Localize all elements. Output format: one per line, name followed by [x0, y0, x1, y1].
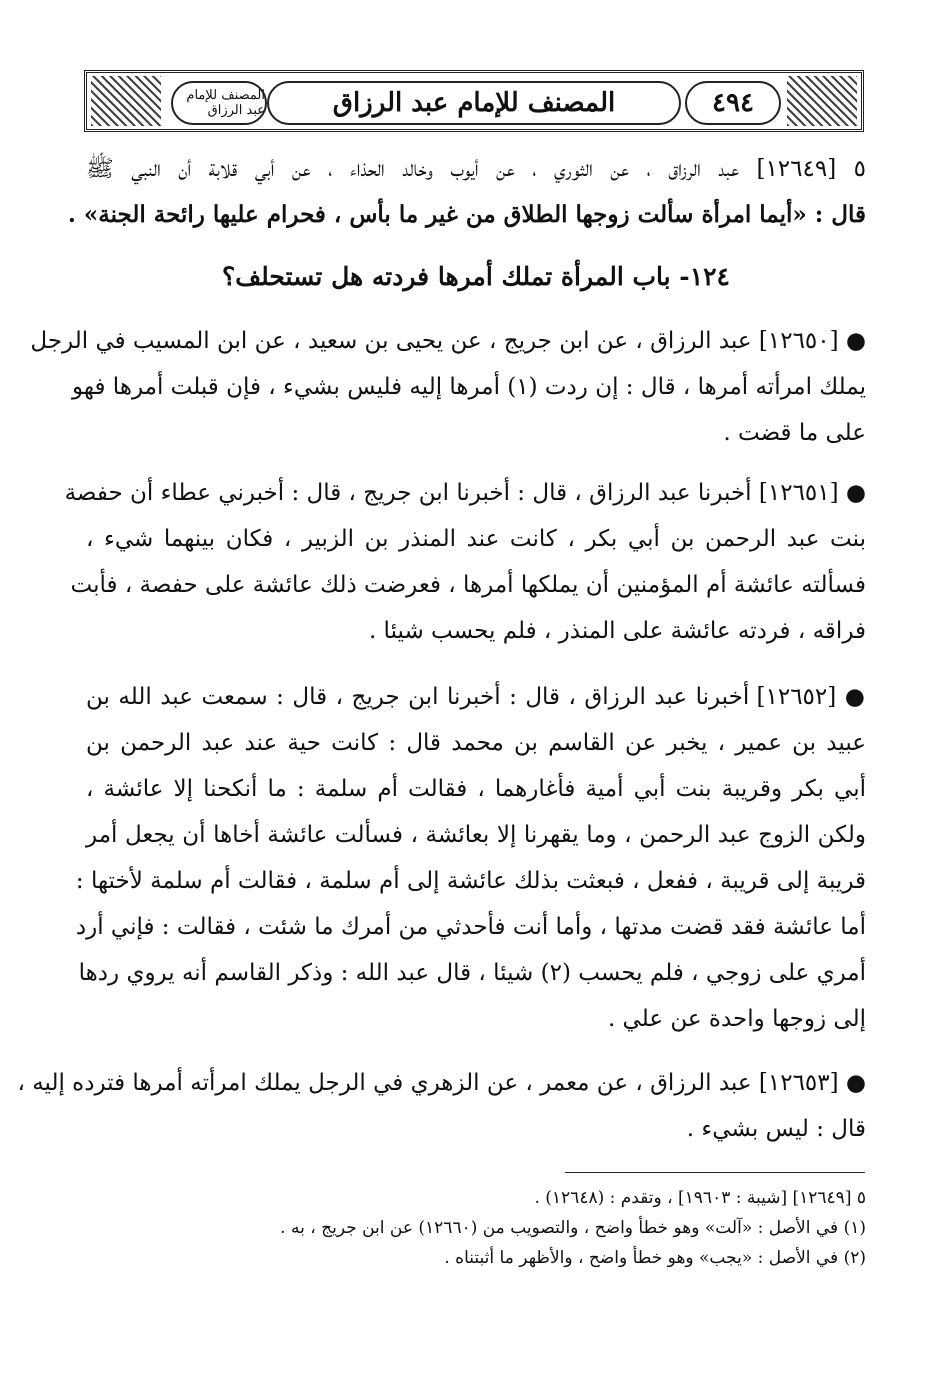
text-line: ولكن الزوج عبد الرحمن ، وما يقهرنا إلا بعائشة ، فسألت عائشة أخاها أن يجعل أمر [86, 822, 866, 848]
text-line: بنت عبد الرحمن بن أبي بكر ، كانت عند المنذر بن الزبير ، فكان بينهما شيء ، [86, 526, 866, 552]
text-line: فسألته عائشة أم المؤمنين أن يملكها أمرها ، فعرضت ذلك عائشة على حفصة ، فأبت [70, 572, 866, 598]
text-line: أما عائشة فقد قضت مدتها ، وأما أنت فأحدثي من أمرك ما شئت ، فقالت : فإني أرد [75, 914, 866, 940]
text-line: أبي بكر وقريبة بنت أبي أمية فأغارهما ، فقالت أم سلمة : ما أنكحنا إلا عائشة ، [86, 776, 866, 802]
hadith-12650 [30, 318, 866, 456]
text-line: ● [١٢٦٥٠] عبد الرزاق ، عن ابن جريج ، عن يحيى بن سعيد ، عن ابن المسيب في الرجل [30, 328, 866, 354]
page-number: ٤٩٤ [685, 81, 781, 125]
text-line: قريبة إلى قريبة ، ففعل ، فبعثت بذلك عائشة إلى أم سلمة ، فقالت أم سلمة لأختها : [75, 868, 866, 894]
text-line: إلى زوجها واحدة عن علي . [607, 1006, 866, 1032]
text-line: قال : «أيما امرأة سألت زوجها الطلاق من غير ما بأس ، فحرام عليها رائحة الجنة» . [67, 201, 866, 228]
text-line: ● [١٢٦٥٣] عبد الرزاق ، عن معمر ، عن الزهري في الرجل يملك امرأته أمرها فترده إليه ، [17, 1070, 866, 1096]
text-line: قال : ليس بشيء . [686, 1116, 866, 1142]
text-line: فراقه ، فردته عائشة على المنذر ، فلم يحسب شيئا . [368, 618, 866, 644]
text-line: ٥ [١٢٦٤٩] عبد الرزاق ، عن الثوري ، عن أيوب وخالد الحذاء ، عن أبي قلابة أن النبي ﷺ [86, 156, 866, 182]
text-line: ● [١٢٦٥٢] أخبرنا عبد الرزاق ، قال : أخبرنا ابن جريج ، قال : سمعت عبد الله بن [86, 684, 866, 710]
text-line: ● [١٢٦٥١] أخبرنا عبد الرزاق ، قال : أخبرنا ابن جريج ، قال : أخبرني عطاء أن حفصة [64, 480, 866, 506]
ornament-right [787, 76, 857, 126]
footnote-1: (١) في الأصل : «آلت» وهو خطأ واضح ، والتصويب من (١٢٦٦٠) عن ابن جريج ، به . [280, 1218, 866, 1238]
text-line: عبيد بن عمير ، يخبر عن القاسم بن محمد قال : كانت حية عند عبد الرحمن بن [86, 730, 866, 756]
running-title: المصنف للإمام عبد الرزاق [267, 81, 681, 125]
ornament-left [91, 76, 161, 126]
footnote-2: (٢) في الأصل : «يجب» وهو خطأ واضح ، والأظهر ما أثبتناه . [444, 1248, 866, 1268]
text-line: أمري على زوجي ، فلم يحسب (٢) شيئا ، قال عبد الله : وذكر القاسم أنه يروي ردها [78, 960, 866, 986]
hadith-12649 [67, 146, 866, 238]
book-logo: المصنف للإمام عبد الرزاق [171, 81, 267, 125]
hadith-12653 [17, 1060, 866, 1152]
footnotes [86, 1183, 866, 1273]
page-header [84, 70, 864, 132]
footnote-divider [565, 1172, 865, 1173]
footnote-source: ٥ [١٢٦٤٩] [شيبة : ١٩٦٠٣] ، وتقدم : (١٢٦٤٨) . [534, 1188, 866, 1208]
text-line: يملك امرأته أمرها ، قال : إن ردت (١) أمرها إليه فليس بشيء ، فإن قبلت أمرها فهو [72, 374, 866, 400]
chapter-title: ١٢٤- باب المرأة تملك أمرها فردته هل تستحلف؟ [222, 262, 730, 291]
hadith-12652 [75, 674, 866, 1042]
text-line: على ما قضت . [723, 420, 866, 446]
hadith-12651 [64, 470, 866, 654]
